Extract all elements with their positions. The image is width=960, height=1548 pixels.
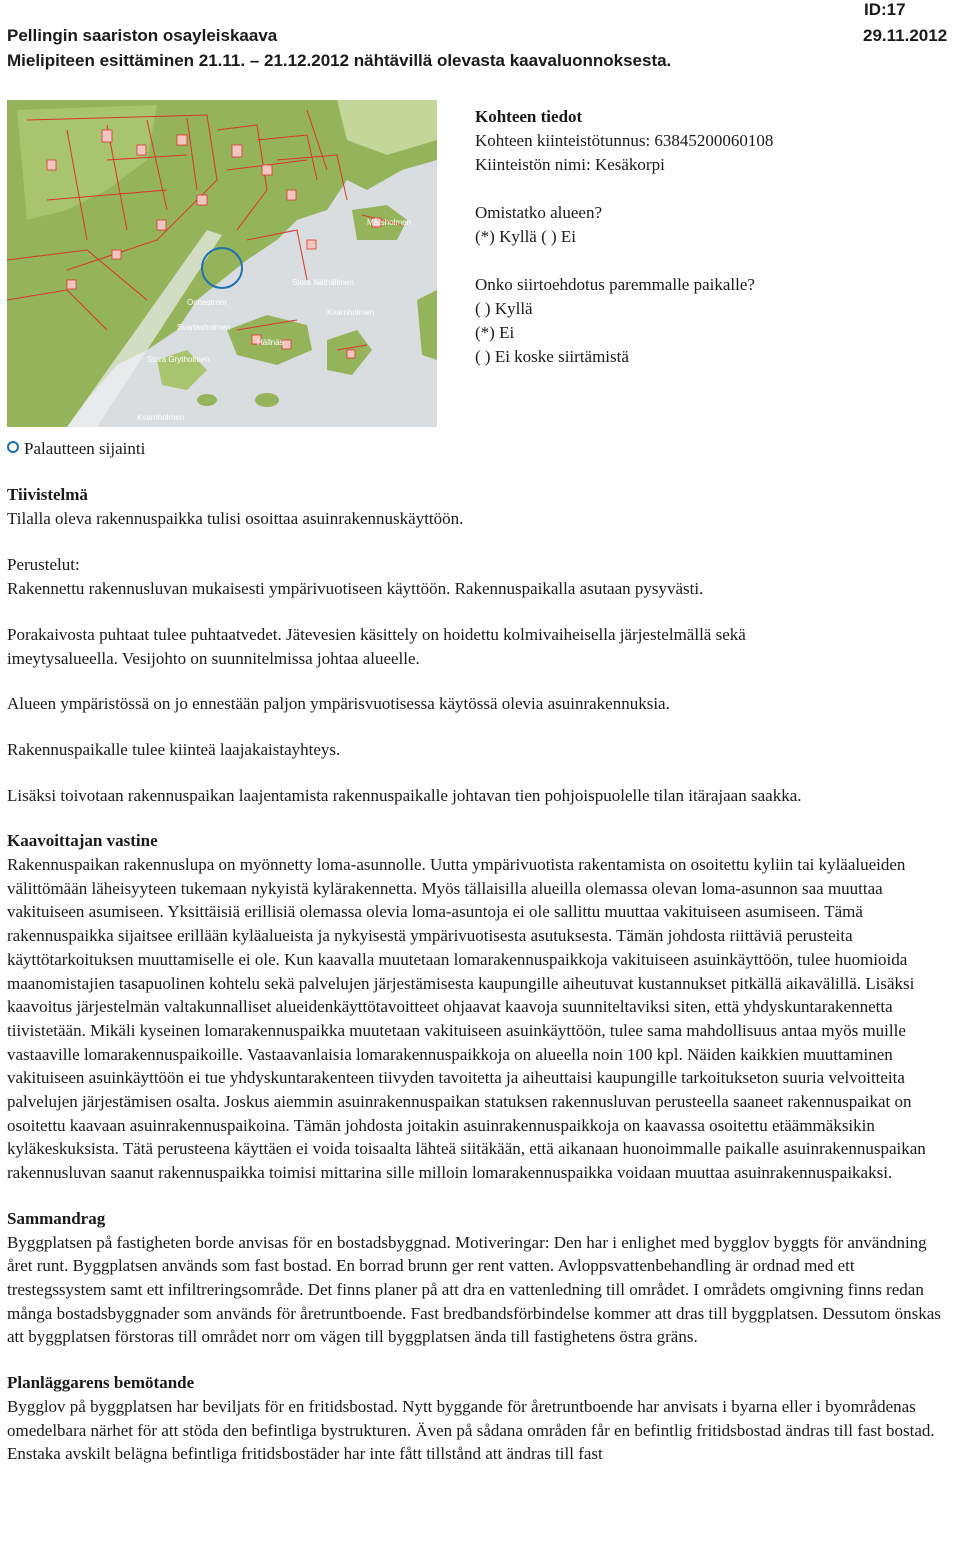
planner-response-heading-fi: Kaavoittajan vastine bbox=[7, 831, 158, 851]
map-label: Kvarnholmen bbox=[327, 308, 375, 317]
map-label: Svartasholmen bbox=[177, 323, 231, 332]
location-map bbox=[7, 100, 437, 427]
property-id: Kohteen kiinteistötunnus: 63845200060108 bbox=[475, 131, 774, 150]
property-name: Kiinteistön nimi: Kesäkorpi bbox=[475, 155, 665, 174]
location-marker-icon bbox=[7, 441, 19, 453]
map-label: Onnestrom bbox=[187, 298, 227, 307]
reasons-paragraph: Rakennettu rakennusluvan mukaisesti ympärivuotiseen käyttöön. Rakennuspaikalla asutaan pysyvästi. bbox=[7, 579, 704, 599]
summary-heading-sv: Sammandrag bbox=[7, 1208, 106, 1228]
map-label: Stora Näthällmen bbox=[292, 278, 354, 287]
summary-text: Tilalla oleva rakennuspaikka tulisi osoittaa asuinrakennuskäyttöön. bbox=[7, 508, 464, 528]
summary-text-sv: Byggplatsen på fastigheten borde anvisas för en bostadsbyggnad. Motiveringar: Den har i enlighet med bygglov byggts för användning året runt. Byggplatsen används som fast bostad. En borrad brunn ger rent vatten. Avloppsvattenbehandling är ordnad med ett trestegssystem samt ett infiltreringsområde. Det finns planer på att dra en vattenledning till området. I områdets omgivning finns redan många bostadsbyggnader som används för åretruntboende. Fast bredbandsförbindelse kommer att dras till byggplatsen. Dessutom önskas att byggplatsen förstoras till området norr om vägen till byggplatsen ända till fastighetens östra gräns. bbox=[7, 1232, 941, 1347]
relocation-option-yes: ( ) Kyllä bbox=[475, 299, 533, 318]
feedback-id: ID:17 bbox=[864, 0, 906, 19]
planner-response-heading-sv: Planläggarens bemötande bbox=[7, 1373, 195, 1393]
reasons-paragraph: Porakaivosta puhtaat tulee puhtaatvedet. Jätevesien käsittely on hoidettu kolmivaiheisella järjestelmällä sekä imeytysalueella. Vesijohto on suunnitelmissa johtaa alueelle. bbox=[7, 624, 746, 668]
planner-response-text-sv: Bygglov på byggplatsen har beviljats för en fritidsbostad. Nytt byggande för åretruntboende har anvisats i byarna eller i byområdenas omedelbara närhet för att stöda den befintliga bystrukturen. Även på sådana områden får en befintlig fritidsbostad ändras till fast bostad. Enstaka avskilt belägna befintliga fritidsbostäder har inte fått tillstånd att ändras till fast bbox=[7, 1396, 935, 1464]
document-title: Pellingin saariston osayleiskaava bbox=[7, 26, 278, 45]
relocation-option-no: (*) Ei bbox=[475, 323, 515, 342]
relocation-option-na: ( ) Ei koske siirtämistä bbox=[475, 347, 629, 366]
reasons-paragraph: Alueen ympäristössä on jo ennestään paljon ympärisvuotisessa käytössä olevia asuinrakennuksia. bbox=[7, 694, 670, 714]
map-label: Hällnäs bbox=[257, 338, 284, 347]
ownership-answer: (*) Kyllä ( ) Ei bbox=[475, 227, 577, 246]
summary-heading: Tiivistelmä bbox=[7, 485, 88, 504]
document-body bbox=[7, 483, 952, 1488]
document-date: 29.11.2012 bbox=[863, 26, 948, 45]
reasons-paragraph: Lisäksi toivotaan rakennuspaikan laajentamista rakennuspaikalle johtavan tien pohjoispuolelle tilan itärajaan saakka. bbox=[7, 785, 802, 805]
map-label: Kvarnholmen bbox=[137, 413, 185, 422]
map-label: Stora Grytholmen bbox=[147, 355, 210, 364]
reasons-paragraph: Rakennuspaikalle tulee kiinteä laajakaistayhteys. bbox=[7, 739, 341, 759]
document-subtitle: Mielipiteen esittäminen 21.11. – 21.12.2012 nähtävillä olevasta kaavaluonnoksesta. bbox=[7, 51, 672, 70]
relocation-question: Onko siirtoehdotus paremmalle paikalle? bbox=[475, 275, 755, 294]
ownership-question: Omistatko alueen? bbox=[475, 203, 602, 222]
location-legend-label: Palautteen sijainti bbox=[24, 439, 146, 458]
location-legend bbox=[7, 437, 145, 461]
info-heading: Kohteen tiedot bbox=[475, 107, 583, 126]
planner-response-text-fi: Rakennuspaikan rakennuslupa on myönnetty loma-asunnolle. Uutta ympärivuotista rakentamista on osoitettu kyliin tai kyläalueiden välittömään läheisyyteen tukemaan nykyistä kylärakennetta. Myös tällaisilla alueilla olemassa olevan loma-asunnon saa muuttaa vakituiseen asumiseen. Yksittäisiä erillisiä olemassa olevia loma-asuntoja ei ole sallittu muuttaa vakituiseen asumiseen. Tämä rakennuspaikka sijaitsee erillään kyläalueista ja nykyisestä ympärivuotisesta asutuksesta. Tämän johdosta riittäviä perusteita käyttötarkoituksen muuttamiselle ei ole. Kun kaavalla muutetaan lomarakennuspaikkoja vakituiseen asuinkäyttöön, tulee huomioida maanomistajien tasapuolinen kohtelu sekä palvelujen järjestämisesta kaupungille aiheutuvat kustannukset pitkällä aikavälillä. Lisäksi kaavoitus järjestelmän valtakunnalliset alueidenkäyttötavoitteet ohjaavat kaavoja suunniteltaviksi siten, että yhdyskuntarakennetta tiivistetään. Mikäli kyseinen lomarakennuspaikka muutetaan vakituiseen asuinkäyttöön, tulee sama mahdollisuus antaa myös muille vastaaville lomarakennuspaikoille. Vastaavanlaisia lomarakennuspaikkoja on alueella noin 100 kpl. Näiden kaikkien muuttaminen vakituiseen asuinkäyttöön ei tue yhdyskuntarakenteen tiivyden tavoitetta ja aiheuttaisi kaupungille tarkoitukseton suuria velvoitteita palvelujen järjestämisen osalta. Joskus aiemmin asuinrakennuspaikan statuksen rakennusluvan perusteella saaneet rakennuspaikat on osoitettu kaavaan asuinrakennuspaikoina. Tämän johdosta joitakin asuinrakennuspaikkoja on kaavassa osoitettu etäämmäksikin kyläkeskuksista. Tätä perusteena käyttäen ei voida toisaalta lähteä siitäkään, että aikanaan huonoimmalle paikalle asuinrakennuspaikan rakennusluvan saanut rakennuspaikka toimisi mittarina sille milloin lomarakennuspaikka voidaan muuttaa asuinrakennuspaikaksi. bbox=[7, 855, 926, 1183]
map-label: Mårsholmen bbox=[367, 218, 412, 227]
reasons-label: Perustelut: bbox=[7, 555, 80, 575]
